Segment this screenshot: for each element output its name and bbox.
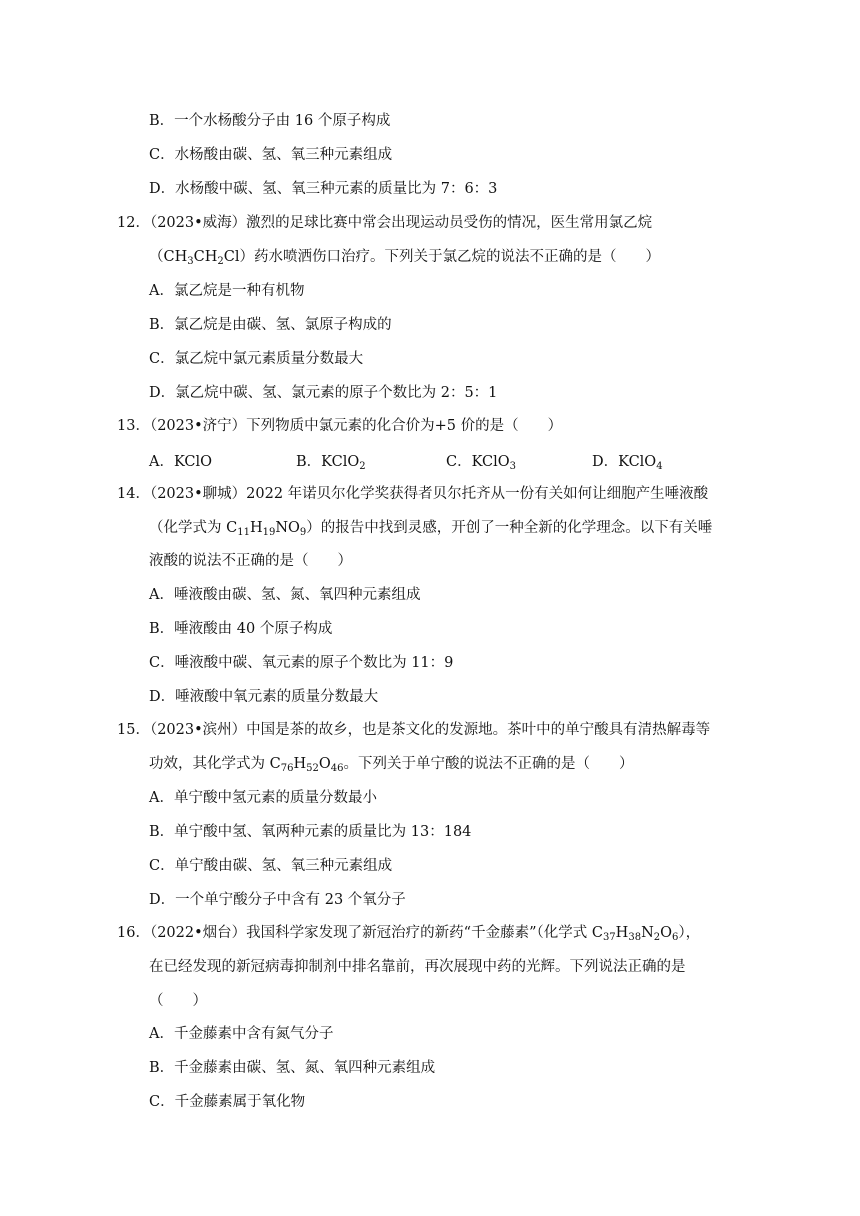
q12-stem-line1: 12．（2023•威海）激烈的足球比赛中常会出现运动员受伤的情况，医生常用氯乙烷 (117, 215, 653, 231)
q16-option-b: B．千金藤素由碳、氢、氮、氧四种元素组成 (149, 1060, 436, 1076)
q13-stem: 13．（2023•济宁）下列物质中氯元素的化合价为+5 价的是（ ） (117, 418, 563, 434)
q12-option-c: C．氯乙烷中氯元素质量分数最大 (149, 351, 364, 367)
q16-stem-line1: 16．（2022•烟台）我国科学家发现了新冠治疗的新药“千金藤素”（化学式 $C_{37}H_{38}N_2O_6$）， (117, 925, 701, 943)
q15-stem-line2: 功效，其化学式为 $C_{76}H_{52}O_{46}$。下列关于单宁酸的说法不正确的是（ ） (149, 756, 634, 774)
q13-option-a: A．KClO (149, 454, 213, 470)
q13-option-b: B．KClO$_2$ (296, 454, 366, 472)
q12-option-d: D．氯乙烷中碳、氢、氯元素的原子个数比为 2：5：1 (149, 385, 498, 401)
q15-option-a: A．单宁酸中氢元素的质量分数最小 (149, 790, 377, 806)
q11-option-d: D．水杨酸中碳、氢、氧三种元素的质量比为 7：6：3 (149, 181, 498, 197)
q13-option-d: D．KClO$_4$ (592, 454, 663, 472)
q13-option-c: C．KClO$_3$ (446, 454, 517, 472)
q14-stem-line2: （化学式为 $C_{11}H_{19}NO_9$）的报告中找到灵感，开创了一种全新的化学理念。以下有关唾 (149, 520, 713, 538)
q15-stem-line1: 15．（2023•滨州）中国是茶的故乡，也是茶文化的发源地。茶叶中的单宁酸具有清热解毒等 (117, 722, 711, 738)
q14-option-d: D．唾液酸中氧元素的质量分数最大 (149, 689, 379, 705)
q11-option-b: B．一个水杨酸分子由 16 个原子构成 (149, 113, 391, 129)
q14-stem-line3: 液酸的说法不正确的是（ ） (149, 553, 352, 569)
q14-stem-line1: 14．（2023•聊城）2022 年诺贝尔化学奖获得者贝尔托齐从一份有关如何让细胞产生唾液酸 (117, 486, 709, 502)
q15-option-b: B．单宁酸中氢、氧两种元素的质量比为 13：184 (149, 824, 472, 840)
q15-option-c: C．单宁酸由碳、氢、氧三种元素组成 (149, 858, 393, 874)
q16-stem-line3: （ ） (149, 993, 207, 1009)
q14-option-a: A．唾液酸由碳、氢、氮、氧四种元素组成 (149, 587, 421, 603)
q16-option-a: A．千金藤素中含有氮气分子 (149, 1026, 334, 1042)
q12-stem-line2: $(CH_3CH_2Cl)$药水喷洒伤口治疗。下列关于氯乙烷的说法不正确的是（ ） (149, 249, 660, 267)
q14-option-b: B．唾液酸由 40 个原子构成 (149, 621, 333, 637)
q16-stem-line2: 在已经发现的新冠病毒抑制剂中排名靠前，再次展现中药的光辉。下列说法正确的是 (149, 959, 686, 975)
q15-option-d: D．一个单宁酸分子中含有 23 个氧分子 (149, 892, 406, 908)
q16-option-c: C．千金藤素属于氧化物 (149, 1094, 306, 1110)
q12-option-b: B．氯乙烷是由碳、氢、氯原子构成的 (149, 317, 392, 333)
q11-option-c: C．水杨酸由碳、氢、氧三种元素组成 (149, 147, 393, 163)
q14-option-c: C．唾液酸中碳、氧元素的原子个数比为 11：9 (149, 655, 454, 671)
q12-option-a: A．氯乙烷是一种有机物 (149, 283, 305, 299)
